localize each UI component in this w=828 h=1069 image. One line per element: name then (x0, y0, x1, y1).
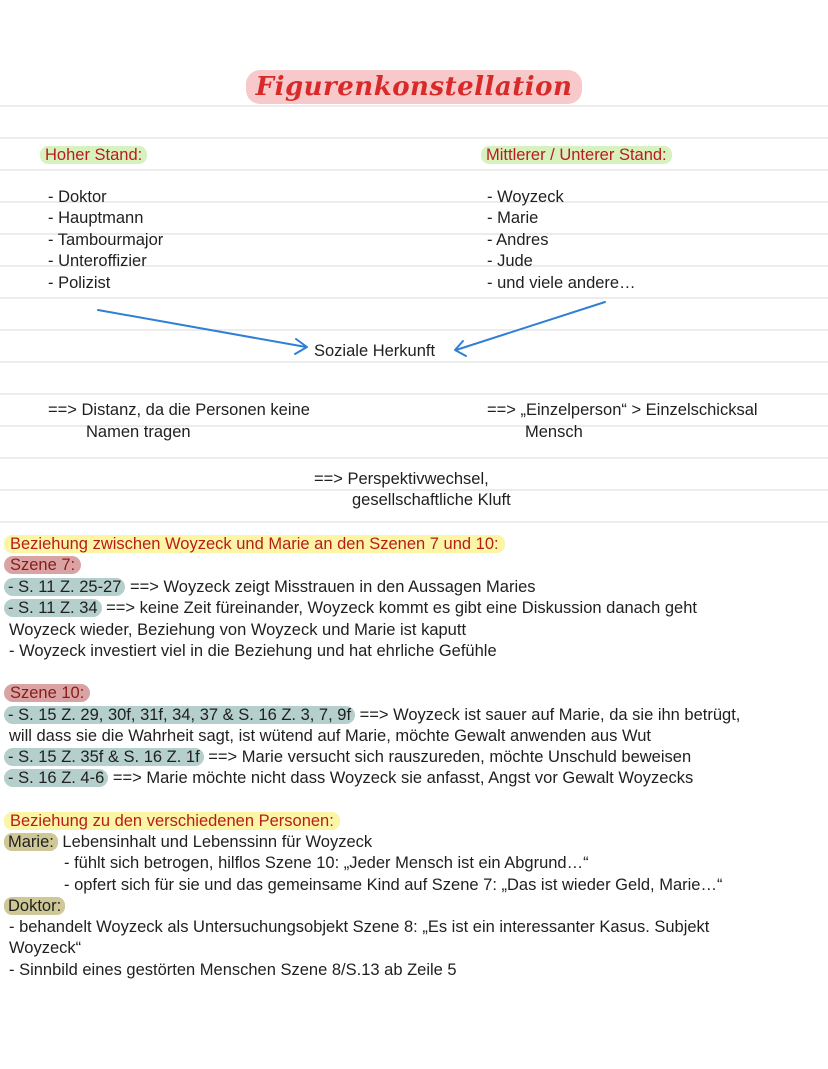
section1-heading: Beziehung zwischen Woyzeck und Marie an den Szenen 7 und 10: (4, 534, 505, 555)
scene10-label: Szene 10: (4, 683, 90, 704)
scene10-line1-cont: will dass sie die Wahrheit sagt, ist wütend auf Marie, möchte Gewalt anwenden aus Wut (9, 727, 651, 745)
conclusion-right-line2: Mensch (525, 423, 583, 441)
scene10-line1: - S. 15 Z. 29, 30f, 31f, 34, 37 & S. 16 Z. 3, 7, 9f ==> Woyzeck ist sauer auf Marie, da sie ihn betrügt, (4, 705, 740, 726)
low-stand-label: Mittlerer / Unterer Stand: (481, 145, 672, 166)
high-stand-label: Hoher Stand: (40, 145, 147, 166)
doktor-line1: - behandelt Woyzeck als Untersuchungsobjekt Szene 8: „Es ist ein interessanter Kasus. Subjekt (9, 918, 710, 936)
conclusion-center-line1: ==> Perspektivwechsel, (314, 470, 489, 488)
scene10-line2: - S. 15 Z. 35f & S. 16 Z. 1f ==> Marie versucht sich rauszureden, möchte Unschuld beweisen (4, 747, 691, 768)
doktor-label: Doktor: (4, 896, 65, 917)
marie-sub1: - fühlt sich betrogen, hilflos Szene 10: „Jeder Mensch ist ein Abgrund…“ (64, 854, 589, 872)
page-title: Figurenkonstellation (0, 70, 828, 104)
conclusion-left-line1: ==> Distanz, da die Personen keine (48, 401, 310, 419)
scene7-label: Szene 7: (4, 555, 81, 576)
scene7-line1: - S. 11 Z. 25-27 ==> Woyzeck zeigt Misstrauen in den Aussagen Maries (4, 577, 536, 598)
right-arrow (456, 302, 605, 350)
scene7-line2: - S. 11 Z. 34 ==> keine Zeit füreinander, Woyzeck kommt es gibt eine Diskussion danach geht (4, 598, 697, 619)
doktor-line1-cont: Woyzeck“ (9, 939, 82, 957)
high-item: - Polizist (48, 274, 111, 292)
scene7-line2-cont: Woyzeck wieder, Beziehung von Woyzeck und Marie ist kaputt (9, 621, 467, 639)
marie-sub2: - opfert sich für sie und das gemeinsame Kind auf Szene 7: „Das ist wieder Geld, Marie…“ (64, 876, 723, 894)
marie-line: Marie: Lebensinhalt und Lebenssinn für Woyzeck (4, 832, 372, 853)
low-item: - Jude (487, 252, 533, 270)
high-item: - Doktor (48, 188, 107, 206)
soziale-herkunft-label: Soziale Herkunft (314, 342, 436, 360)
conclusion-left-line2: Namen tragen (86, 423, 191, 441)
left-arrow (98, 310, 306, 347)
high-item: - Tambourmajor (48, 231, 164, 249)
section2-heading: Beziehung zu den verschiedenen Personen: (4, 811, 340, 832)
low-item: - und viele andere… (487, 274, 636, 292)
conclusion-center-line2: gesellschaftliche Kluft (352, 491, 511, 509)
high-item: - Hauptmann (48, 209, 144, 227)
doktor-line2: - Sinnbild eines gestörten Menschen Szene 8/S.13 ab Zeile 5 (9, 961, 457, 979)
scene10-line3: - S. 16 Z. 4-6 ==> Marie möchte nicht dass Woyzeck sie anfasst, Angst vor Gewalt Woyzecks (4, 768, 693, 789)
low-item: - Marie (487, 209, 539, 227)
conclusion-right-line1: ==> „Einzelperson“ > Einzelschicksal (487, 401, 758, 419)
scene7-line3: - Woyzeck investiert viel in die Beziehung und hat ehrliche Gefühle (9, 642, 497, 660)
low-item: - Woyzeck (487, 188, 564, 206)
high-item: - Unteroffizier (48, 252, 147, 270)
low-item: - Andres (487, 231, 549, 249)
